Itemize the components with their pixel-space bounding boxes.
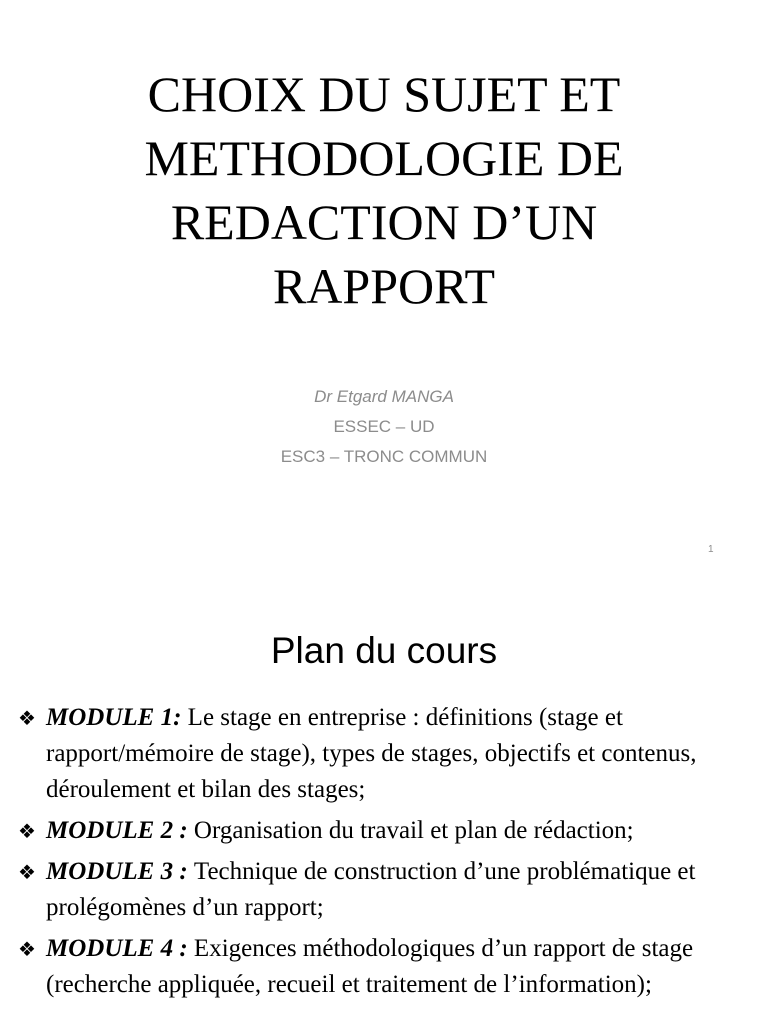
institution-name: ESSEC – UD <box>333 417 435 436</box>
module-label: MODULE 2 : <box>46 817 194 844</box>
module-text: Exigences méthodologiques d’un rapport de stage (recherche appliquée, recueil et traitement de l’information); <box>46 935 694 998</box>
diamond-bullet-icon: ❖ <box>18 706 36 730</box>
module-item <box>18 813 758 849</box>
plan-title: Plan du cours <box>270 630 498 671</box>
course-name: ESC3 – TRONC COMMUN <box>280 447 488 466</box>
title-line: REDACTION D’UN <box>170 194 598 250</box>
diamond-bullet-icon: ❖ <box>18 937 36 961</box>
diamond-bullet-icon: ❖ <box>18 860 36 884</box>
module-label: MODULE 4 : <box>46 935 194 962</box>
title-line: METHODOLOGIE DE <box>144 130 624 186</box>
author-name: Dr Etgard MANGA <box>314 387 454 406</box>
slide-subtitle <box>0 382 768 472</box>
title-line: CHOIX DU SUJET ET <box>147 66 621 122</box>
module-item <box>18 700 758 808</box>
plan-slide <box>0 576 768 1024</box>
module-label: MODULE 3 : <box>46 858 194 885</box>
module-item <box>18 854 758 926</box>
diamond-bullet-icon: ❖ <box>18 819 36 843</box>
module-text: Technique de construction d’une problématique et prolégomènes d’un rapport; <box>46 858 696 921</box>
title-line: RAPPORT <box>272 258 496 314</box>
slide-title <box>40 62 728 318</box>
page-number: 1 <box>708 544 714 555</box>
module-list <box>18 700 758 1008</box>
module-item <box>18 931 758 1003</box>
module-text: Le stage en entreprise : définitions (stage et rapport/mémoire de stage), types de stages, objectifs et contenus, déroulement et bilan des stages; <box>46 704 697 803</box>
module-text: Organisation du travail et plan de rédaction; <box>193 817 634 844</box>
module-label: MODULE 1: <box>46 704 188 731</box>
